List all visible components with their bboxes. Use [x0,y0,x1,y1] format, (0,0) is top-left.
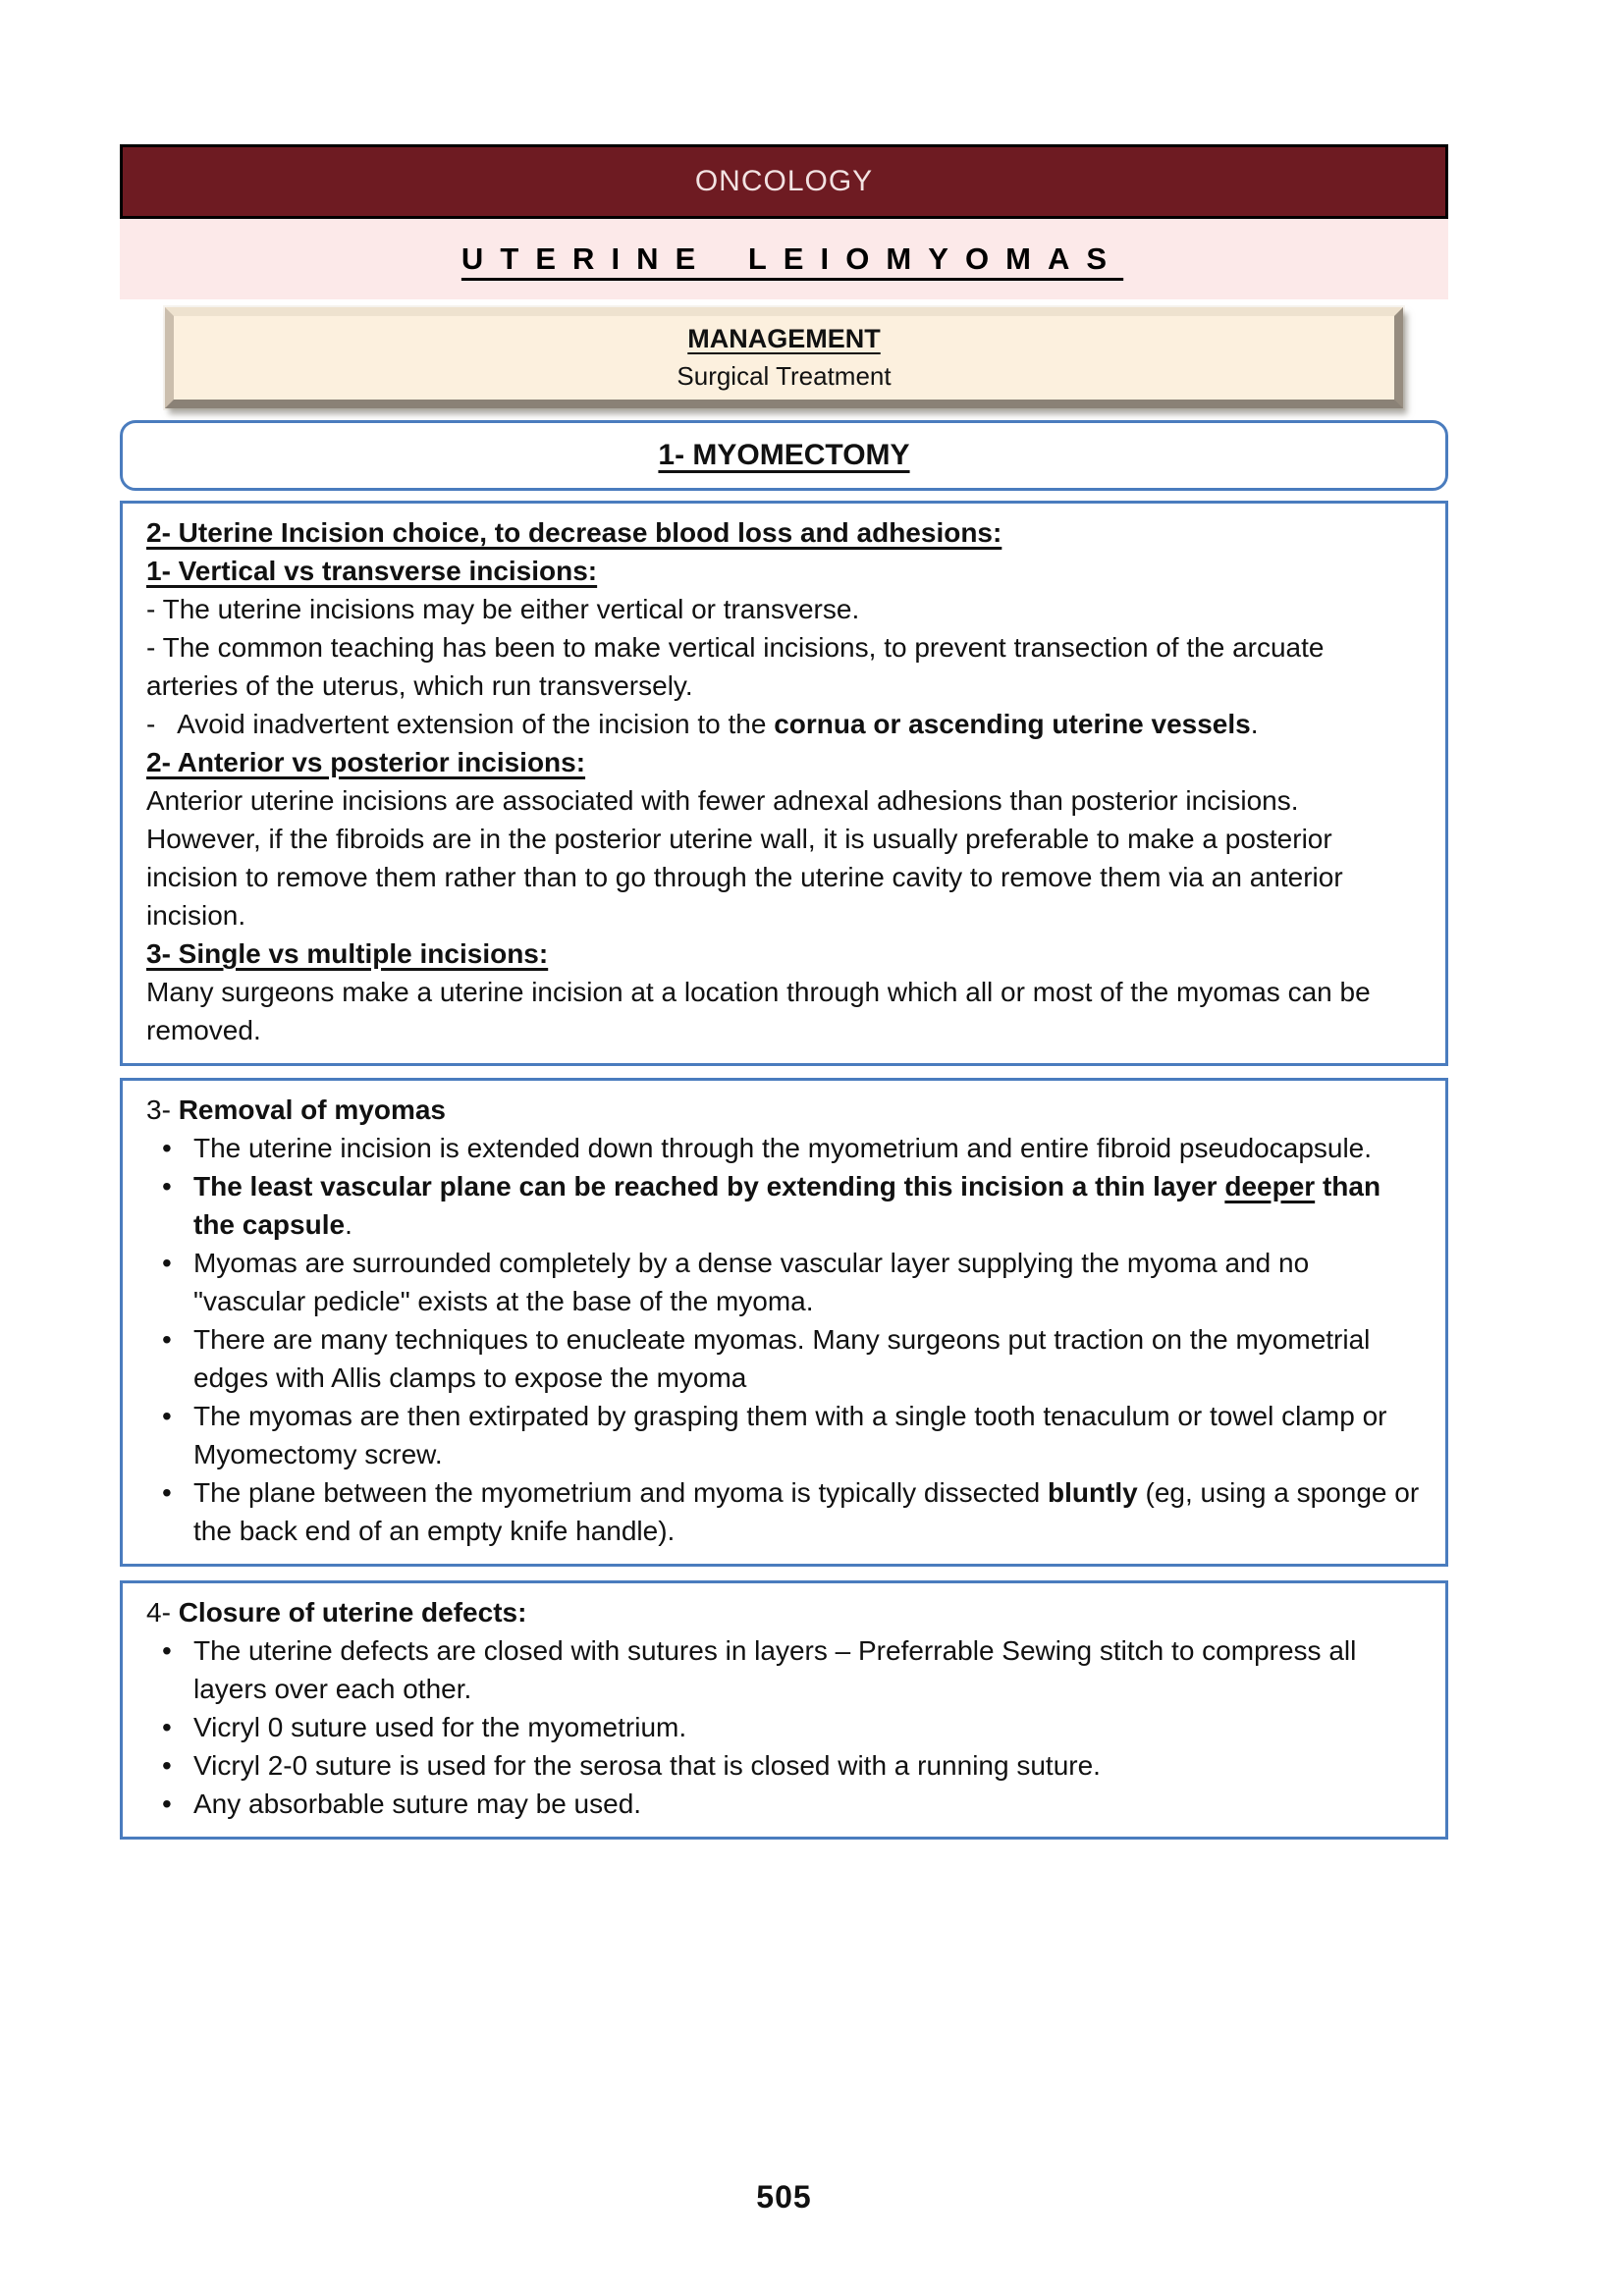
surgical-treatment-label: Surgical Treatment [677,361,892,391]
category-label: ONCOLOGY [694,165,874,197]
vertical-point-2: - The common teaching has been to make vertical incisions, to prevent transection of the arcuate arteries of the uterus, which run transversely. [146,632,1325,701]
removal-bullet-2-underlined: deeper [1224,1171,1316,1201]
closure-heading [146,1593,1420,1631]
closure-heading-text: Closure of uterine defects: [178,1597,527,1628]
vertical-point-3 [146,705,1420,743]
page-title: UTERINE LEIOMYOMAS [460,241,1124,276]
removal-heading-number: 3- [146,1095,179,1125]
removal-bullet-5: • The myomas are then extirpated by grasping them with a single tooth tenaculum or towel clamp or Myomectomy screw. [146,1397,1420,1473]
removal-bullet-6-bold: bluntly [1047,1477,1138,1508]
page-content [120,0,1448,1840]
management-box [165,307,1403,408]
closure-bullet-2: • Vicryl 0 suture used for the myometrium. [146,1708,1420,1746]
removal-heading [146,1091,1420,1129]
closure-bullet-3: • Vicryl 2-0 suture is used for the serosa that is closed with a running suture. [146,1746,1420,1785]
removal-bullet-2-bold: The least vascular plane can be reached by extending this incision a thin layer [193,1171,1225,1201]
vertical-point-3-period: . [1250,709,1259,739]
closure-bullet-4: • Any absorbable suture may be used. [146,1785,1420,1823]
anterior-vs-posterior-heading: 2- Anterior vs posterior incisions: [146,747,586,777]
closure-heading-number: 4- [146,1597,179,1628]
removal-bullet-2-period: . [345,1209,352,1240]
removal-bullet-6-end: (eg, using a sponge or the back end of an empty knife handle). [193,1477,1420,1546]
removal-of-myomas-section [120,1078,1448,1567]
vertical-vs-transverse-heading: 1- Vertical vs transverse incisions: [146,556,598,586]
title-banner [120,219,1448,299]
incision-choice-section [120,501,1448,1066]
removal-bullet-4: • There are many techniques to enucleate myomas. Many surgeons put traction on the myometrial edges with Allis clamps to expose the myoma [146,1320,1420,1397]
vertical-point-1: - The uterine incisions may be either vertical or transverse. [146,594,860,624]
category-header-bar [120,144,1448,219]
single-vs-multiple-heading: 3- Single vs multiple incisions: [146,938,549,969]
vertical-point-3-text: - Avoid inadvertent extension of the incision to the [146,709,775,739]
removal-bullet-6-text: The plane between the myometrium and myoma is typically dissected [193,1477,1048,1508]
removal-heading-text: Removal of myomas [178,1095,447,1125]
page-number: 505 [756,2179,812,2215]
closure-bullet-1: • The uterine defects are closed with sutures in layers – Preferrable Sewing stitch to compress all layers over each other. [146,1631,1420,1708]
removal-bullet-1: • The uterine incision is extended down through the myometrium and entire fibroid pseudocapsule. [146,1129,1420,1167]
management-heading: MANAGEMENT [687,324,881,353]
removal-bullet-list [146,1129,1420,1550]
myomectomy-title: 1- MYOMECTOMY [658,439,910,471]
removal-bullet-2-bold-end: than the capsule [193,1171,1381,1240]
incision-choice-heading: 2- Uterine Incision choice, to decrease blood loss and adhesions: [146,517,1002,548]
myomectomy-box [120,420,1448,491]
closure-of-defects-section [120,1580,1448,1840]
removal-bullet-3: • Myomas are surrounded completely by a dense vascular layer supplying the myoma and no "vascular pedicle" exists at the base of the myoma. [146,1244,1420,1320]
removal-bullet-6 [146,1473,1420,1550]
vertical-point-3-bold: cornua or ascending uterine vessels [774,709,1251,739]
single-paragraph: Many surgeons make a uterine incision at a location through which all or most of the myomas can be removed. [146,977,1371,1045]
removal-bullet-2 [146,1167,1420,1244]
anterior-paragraph: Anterior uterine incisions are associated with fewer adnexal adhesions than posterior incisions. However, if the fibroids are in the posterior uterine wall, it is usually preferable to make a posterior incision to remove them rather than to go through the uterine cavity to remove them via an anterior incision. [146,785,1343,931]
closure-bullet-list [146,1631,1420,1823]
